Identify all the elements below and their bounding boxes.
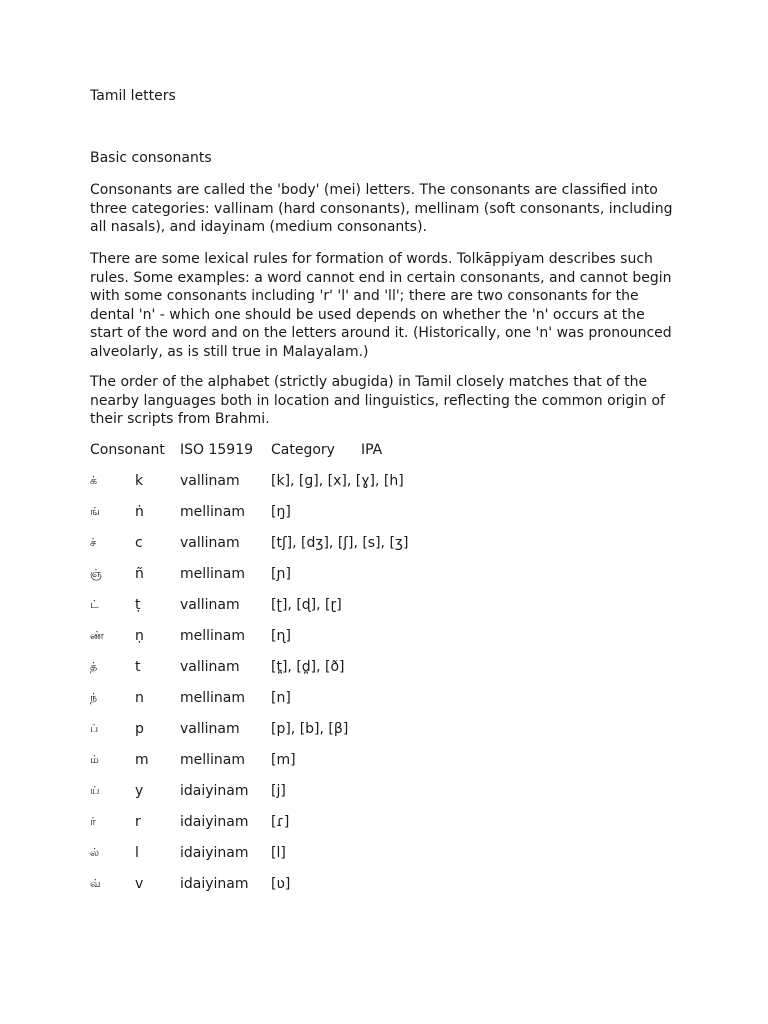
iso-transliteration: ṇ <box>135 628 144 644</box>
ipa-cell: [ɾ] <box>271 814 290 830</box>
ipa-cell: [n] <box>271 690 291 706</box>
header-consonant: Consonant <box>90 442 165 458</box>
category-cell: vallinam <box>180 659 240 675</box>
iso-transliteration: r <box>135 814 141 830</box>
ipa-cell: [ʋ] <box>271 876 291 892</box>
ipa-cell: [p], [b], [β] <box>271 721 349 737</box>
category-cell: mellinam <box>180 628 246 644</box>
category-cell: mellinam <box>180 504 246 520</box>
paragraph-consonants-intro: Consonants are called the 'body' (mei) letters. The consonants are classified into three categories: vallinam (hard consonants), mellinam (soft consonants, including all nasals), and idayinam (medium consonants). <box>90 182 673 235</box>
ipa-cell: [m] <box>271 752 296 768</box>
tamil-letter: த் <box>90 660 98 673</box>
header-category: Category <box>271 442 335 458</box>
ipa-cell: [ɳ] <box>271 628 291 644</box>
section-heading: Basic consonants <box>90 150 212 166</box>
tamil-letter: ஞ் <box>90 567 102 580</box>
tamil-letter: ல் <box>90 846 100 859</box>
tamil-letter: ய் <box>90 784 100 797</box>
iso-transliteration: ñ <box>135 566 144 582</box>
iso-transliteration: ṭ <box>135 597 141 613</box>
tamil-letter: ப் <box>90 722 99 735</box>
iso-transliteration: ṅ <box>135 504 144 520</box>
iso-transliteration: y <box>135 783 144 799</box>
tamil-letter: ங் <box>90 505 100 518</box>
header-iso: ISO 15919 <box>180 442 254 458</box>
ipa-cell: [ŋ] <box>271 504 291 520</box>
category-cell: vallinam <box>180 597 240 613</box>
page-title: Tamil letters <box>90 88 176 104</box>
ipa-cell: [j] <box>271 783 286 799</box>
category-cell: vallinam <box>180 535 240 551</box>
ipa-cell: [t̪], [d̪], [ð] <box>271 659 345 675</box>
category-cell: vallinam <box>180 473 240 489</box>
category-cell: mellinam <box>180 566 246 582</box>
paragraph-lexical-rules: There are some lexical rules for formation of words. Tolkāppiyam describes such rules. Some examples: a word cannot end in certain consonants, and cannot begin with some consonants including 'r' 'l' and 'll'; there are two consonants for the dental 'n' - which one should be used depends on whether the 'n' occurs at the start of the word and on the letters around it. (Historically, one 'n' was pronounced alveolarly, as is still true in Malayalam.) <box>90 251 672 360</box>
tamil-letter: ண் <box>90 629 104 642</box>
iso-transliteration: v <box>135 876 144 892</box>
category-cell: mellinam <box>180 752 246 768</box>
category-cell: idaiyinam <box>180 876 249 892</box>
iso-transliteration: m <box>135 752 149 768</box>
iso-transliteration: k <box>135 473 144 489</box>
iso-transliteration: p <box>135 721 144 737</box>
iso-transliteration: t <box>135 659 141 675</box>
category-cell: idaiyinam <box>180 814 249 830</box>
ipa-cell: [tʃ], [dʒ], [ʃ], [s], [ʒ] <box>271 535 409 551</box>
iso-transliteration: l <box>135 845 139 861</box>
iso-transliteration: c <box>135 535 143 551</box>
tamil-letter: ந் <box>90 691 98 704</box>
tamil-letter: ச் <box>90 536 97 549</box>
category-cell: idaiyinam <box>180 845 249 861</box>
ipa-cell: [l] <box>271 845 286 861</box>
tamil-letter: ட் <box>90 598 99 611</box>
tamil-letter: ம் <box>90 753 99 766</box>
category-cell: idaiyinam <box>180 783 249 799</box>
header-ipa: IPA <box>361 442 383 458</box>
ipa-cell: [ɲ] <box>271 566 291 582</box>
category-cell: mellinam <box>180 690 246 706</box>
tamil-letter: வ் <box>90 877 101 890</box>
paragraph-alphabet-order: The order of the alphabet (strictly abugida) in Tamil closely matches that of the nearby languages both in location and linguistics, reflecting the common origin of their scripts from Brahmi. <box>90 374 665 427</box>
category-cell: vallinam <box>180 721 240 737</box>
tamil-letter: க் <box>90 474 98 487</box>
ipa-cell: [k], [ɡ], [x], [ɣ], [h] <box>271 473 404 489</box>
iso-transliteration: n <box>135 690 144 706</box>
tamil-letter: ர் <box>90 815 96 828</box>
ipa-cell: [ʈ], [ɖ], [ɽ] <box>271 597 342 613</box>
